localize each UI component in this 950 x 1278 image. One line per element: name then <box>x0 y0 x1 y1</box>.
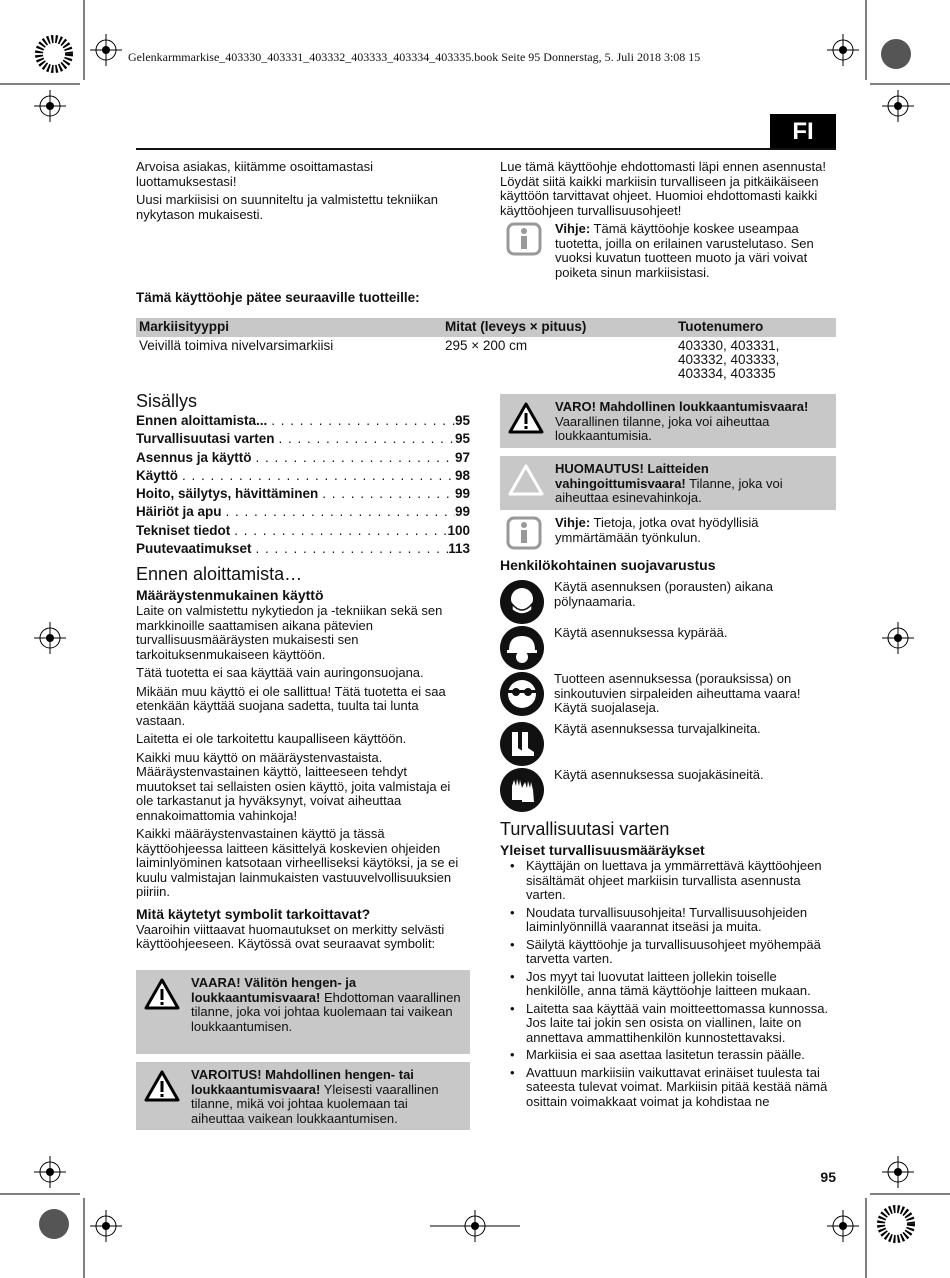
intro-tip-label: Vihje: <box>555 221 591 236</box>
col-number: Tuotenumero <box>675 318 836 337</box>
toc-item[interactable]: Käyttö . . . 98 <box>136 469 470 487</box>
intro-left <box>136 160 472 226</box>
paragraph: Mikään muu käyttö ei ole sallittua! Tätä tuotetta ei saa etenkään käyttää suojana sadetta, tuulta tai lunta vastaan. <box>136 683 446 728</box>
toc-title: Sisällys <box>136 391 198 411</box>
section-title-before: Ennen aloittamista… <box>136 564 303 584</box>
helmet-icon <box>500 626 544 670</box>
danger-text: Ehdottoman vaarallinen tilanne, joka voi johtaa kuolemaan tai vaikean loukkaantumisen. <box>191 989 461 1034</box>
warning-box <box>136 1062 470 1130</box>
info-icon <box>506 516 542 550</box>
dust-mask-icon <box>500 580 544 624</box>
products-table <box>136 318 836 383</box>
warning-triangle-icon <box>144 1070 180 1102</box>
warning-text: Yleisesti vaarallinen tilanne, mikä voi johtaa kuolemaan tai aiheuttaa vaikean loukkaantumisen. <box>191 1081 439 1126</box>
product-type: Veivillä toimiva nivelvarsimarkiisi <box>139 337 334 353</box>
ppe-text: Käytä asennuksen (porausten) aikana pölynaamaria. <box>554 579 773 609</box>
subheading-symbols: Mitä käytetyt symbolit tarkoittavat? <box>136 905 371 922</box>
notice-triangle-icon <box>508 464 544 496</box>
product-size: 295 × 200 cm <box>445 337 528 353</box>
goggles-icon <box>500 672 544 716</box>
intro-text: Uusi markiisisi on suunniteltu ja valmistettu tekniikan nykytason mukaisesti. <box>136 192 439 222</box>
notice-label: HUOMAUTUS! Laitteiden vahingoittumisvaara! <box>555 461 709 491</box>
tip-text: Tietoja, jotka ovat hyödyllisiä ymmärtämään työnkulun. <box>555 515 759 545</box>
warning-label: VAROITUS! Mahdollinen hengen- tai loukkaantumisvaara! <box>191 1067 414 1097</box>
table-row <box>136 337 836 383</box>
paragraph: Laite on valmistettu nykytiedon ja -tekniikan sekä sen markkinoille saattamisen aikana pätevien turvallisuusmääräysten mukaisesti sen tarkoituksenmukaiseen käyttöön. <box>136 603 443 662</box>
intro-tip <box>500 222 836 280</box>
safety-section <box>500 818 836 1112</box>
table-of-contents <box>136 414 470 560</box>
list-item: • Jos myyt tai luovutat laitteen jollekin toiselle henkilölle, anna tämä käyttöohje laitteen mukaan. <box>500 970 836 999</box>
safety-list <box>500 859 836 1109</box>
section-title-safety: Turvallisuutasi varten <box>500 819 670 839</box>
paragraph: Vaaroihin viittaavat huomautukset on merkitty selvästi käyttöohjeeseen. Käytössä ovat seuraavat symbolit: <box>136 921 445 951</box>
notice-text: Tilanne, joka voi aiheuttaa esinevahinkoja. <box>555 475 783 505</box>
warning-triangle-icon <box>144 978 180 1010</box>
ppe-text: Käytä asennuksessa turvajalkineita. <box>554 721 761 736</box>
list-item: • Käyttäjän on luettava ja ymmärrettävä käyttöohjeen sisältämät ohjeet markiisin turvallista asennusta varten. <box>500 859 836 903</box>
header-rule <box>136 148 836 150</box>
warning-triangle-icon <box>508 402 544 434</box>
toc-item[interactable]: Asennus ja käyttö . . . 97 <box>136 451 470 469</box>
intro-tip-text: Tämä käyttöohje koskee useampaa tuotetta, joilla on erilainen varustelutaso. Sen vuoksi kuvatun tuotteen muoto ja väri voivat poiketa sinun markiisistasi. <box>555 221 814 280</box>
ppe-title: Henkilökohtainen suojavarustus <box>500 557 716 573</box>
gloves-icon <box>500 768 544 812</box>
toc-item[interactable]: Puutevaatimukset . . . 113 <box>136 542 470 560</box>
tip-label: Vihje: <box>555 515 591 530</box>
danger-box <box>136 970 470 1054</box>
ppe-text: Tuotteen asennuksessa (porauksissa) on sinkoutuvien sirpaleiden aiheuttama vaara! Käytä suojalaseja. <box>554 671 801 715</box>
tip-box <box>500 516 836 545</box>
list-item: • Markiisia ei saa asettaa lasitetun terassin päälle. <box>500 1048 836 1063</box>
caution-text: Vaarallinen tilanne, joka voi aiheuttaa loukkaantumisia. <box>555 413 770 443</box>
before-section <box>136 563 470 956</box>
safety-boots-icon <box>500 722 544 766</box>
file-info-header: Gelenkarmmarkise_403330_403331_403332_403333_403334_403335.book Seite 95 Donnerstag, 5. Juli 2018 3:08 15 <box>128 50 701 64</box>
paragraph: Kaikki määräystenvastainen käyttö ja tässä käyttöohjeessa laitteen käsittelyä koskevien ohjeiden laiminlyöminen katsotaan virheelliseksi käytöksi, ja se ei kuulu valmistajan lainmukaisten vastuuvelvollisuuksien piiriin. <box>136 826 459 899</box>
toc-item[interactable]: Häiriöt ja apu . . . 99 <box>136 505 470 523</box>
col-size: Mitat (leveys × pituus) <box>442 318 675 337</box>
products-heading: Tämä käyttöohje pätee seuraaville tuotteille: <box>136 290 420 305</box>
intro-read-notice: Lue tämä käyttöohje ehdottomasti läpi ennen asennusta! Löydät siitä kaikki markiisin turvalliseen ja pitkäikäiseen käyttöön tarvittavat ohjeet. Huomioi ehdottomasti kaikki käyttöohjeen turvallisuusohjeet! <box>500 159 826 218</box>
toc-item[interactable]: Turvallisuutasi varten . . . 95 <box>136 432 470 450</box>
info-icon <box>506 222 542 256</box>
subheading-intended-use: Määräystenmukainen käyttö <box>136 587 324 603</box>
list-item: • Säilytä käyttöohje ja turvallisuusohjeet myöhempää tarvetta varten. <box>500 938 836 967</box>
paragraph: Kaikki muu käyttö on määräystenvastaista. Määräystenvastainen käyttö, laitteeseen tehdyt muutokset tai sellaisten osien käyttö, joita valmistaja ei ole tarkastanut ja hyväksynyt, voivat aiheuttaa ennakoimattomia vahinkoja! <box>136 749 451 823</box>
ppe-text: Käytä asennuksessa kypärää. <box>554 625 728 640</box>
product-numbers: 403330, 403331, 403332, 403333, 403334, 403335 <box>678 337 780 381</box>
toc-item[interactable]: Ennen aloittamista... . . . 95 <box>136 414 470 432</box>
page-number: 95 <box>820 1169 836 1185</box>
paragraph: Laitetta ei ole tarkoitettu kaupalliseen käyttöön. <box>136 731 407 746</box>
notice-box <box>500 456 836 510</box>
subheading-general-safety: Yleiset turvallisuusmääräykset <box>500 842 705 858</box>
language-tab: FI <box>770 114 836 150</box>
list-item: • Noudata turvallisuusohjeita! Turvallisuusohjeiden laiminlyönnillä vaarannat itseäsi ja muita. <box>500 906 836 935</box>
danger-label: VAARA! Välitön hengen- ja loukkaantumisvaara! <box>191 975 357 1005</box>
list-item: • Avattuun markiisiin vaikuttavat erinäiset tuulesta tai sateesta tulevat voimat. Markiisin pitää kestää nämä osittain voimakkaat voimat ja kohdistaa ne <box>500 1066 836 1110</box>
toc-item[interactable]: Tekniset tiedot . . . 100 <box>136 524 470 542</box>
list-item: • Laitetta saa käyttää vain moitteettomassa kunnossa. Jos laite tai jokin sen osista on viallinen, laite on annettava ammattihenkilön kunnostettavaksi. <box>500 1002 836 1046</box>
paragraph: Tätä tuotetta ei saa käyttää vain auringonsuojana. <box>136 665 424 680</box>
intro-greeting: Arvoisa asiakas, kiitämme osoittamastasi luottamuksestasi! <box>136 159 373 189</box>
intro-right <box>500 160 836 222</box>
col-type: Markiisityyppi <box>136 318 442 337</box>
caution-box <box>500 394 836 448</box>
caution-label: VARO! Mahdollinen loukkaantumisvaara! <box>555 399 809 414</box>
toc-item[interactable]: Hoito, säilytys, hävittäminen . . . 99 <box>136 487 470 505</box>
ppe-text: Käytä asennuksessa suojakäsineitä. <box>554 767 764 782</box>
